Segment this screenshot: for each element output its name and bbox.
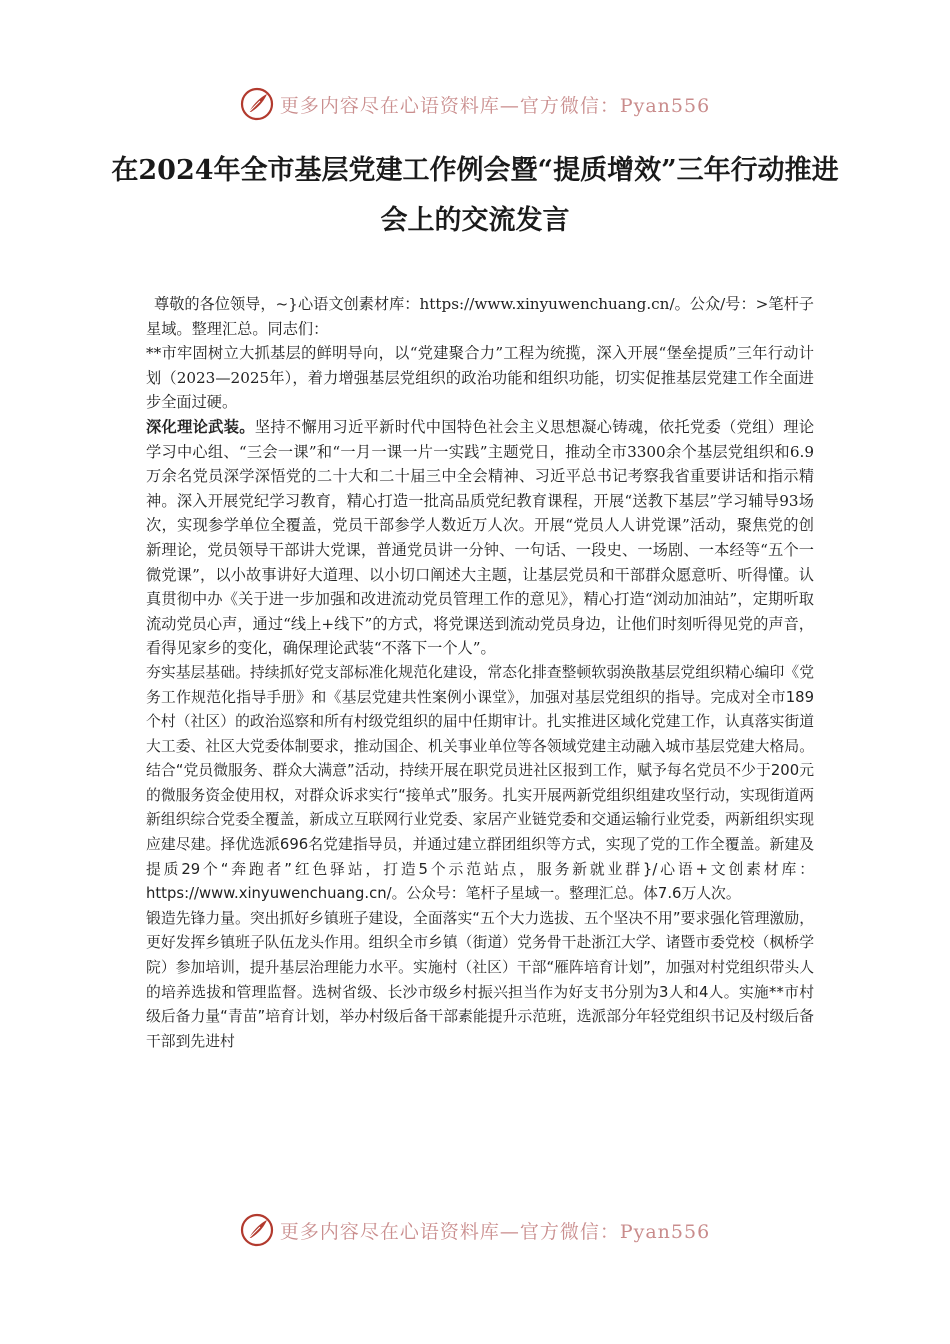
document-body (146, 292, 814, 1054)
vanguard-paragraph: 锻造先锋力量。突出抓好乡镇班子建设，全面落实“五个大力选拔、五个坚决不用”要求强化管理激励，更好发挥乡镇班子队伍龙头作用。组织全市乡镇（街道）党务骨干赴浙江大学、诸暨市委党校（枫桥学院）参加培训，提升基层治理能力水平。实施村（社区）干部“雁阵培育计划”，加强对村党组织带头人的培养选拔和管理监督。选树省级、长沙市级乡村振兴担当作为好支书分别为3人和4人。实施**市村级后备力量“青苗”培育计划，举办村级后备干部素能提升示范班，选派部分年轻党组织书记及村级后备干部到先进村 (146, 909, 814, 1050)
intro-paragraph: **市牢固树立大抓基层的鲜明导向，以“党建聚合力”工程为统揽，深入开展“堡垒提质”三年行动计划（2023—2025年），着力增强基层党组织的政治功能和组织功能，切实促推基层党建工作全面进步全面过硬。 (146, 344, 814, 412)
document-title: 在2024年全市基层党建工作例会暨“提质增效”三年行动推进会上的交流发言 (111, 155, 839, 236)
top-banner (0, 84, 950, 124)
foundation-paragraph: 夯实基层基础。持续抓好党支部标准化规范化建设，常态化排查整顿软弱涣散基层党组织精心编印《党务工作规范化指导手册》和《基层党建共性案例小课堂》，加强对基层党组织的指导。完成对全市189个村（社区）的政治巡察和所有村级党组织的届中任期审计。扎实推进区域化党建工作，认真落实街道大工委、社区大党委体制要求，推动国企、机关事业单位等各领域党建主动融入城市基层党建大格局。结合“党员微服务、群众大满意”活动，持续开展在职党员进社区报到工作，赋予每名党员不少于200元的微服务资金使用权，对群众诉求实行“接单式”服务。扎实开展两新党组织组建攻坚行动，实现街道两新组织综合党委全覆盖，新成立互联网行业党委、家居产业链党委和交通运输行业党委，两新组织实现应建尽建。择优选派696名党建指导员，并通过建立群团组织等方式，实现了党的工作全覆盖。新建及提质29个“奔跑者”红色驿站，打造5个示范站点，服务新就业群}/心语+文创素材库：https://www.xinyuwenchuang.cn/。公众号：笔杆子星域一。整理汇总。体7.6万人次。 (146, 663, 814, 903)
theory-heading: 深化理论武装。 (146, 417, 255, 436)
banner-text: 更多内容尽在心语资料库—官方微信：Pyan556 (279, 94, 711, 117)
greeting-paragraph: 尊敬的各位领导，~}心语文创素材库：https://www.xinyuwenchuang.cn/。公众/号：>笔杆子星域。整理汇总。同志们： (146, 295, 814, 338)
feather-pen-logo-icon (240, 1213, 274, 1247)
theory-paragraph (146, 415, 814, 661)
bottom-banner (0, 1210, 950, 1250)
banner-text: 更多内容尽在心语资料库—官方微信：Pyan556 (279, 1220, 711, 1243)
feather-pen-logo-icon (240, 87, 274, 121)
theory-text: 坚持不懈用习近平新时代中国特色社会主义思想凝心铸魂，依托党委（党组）理论学习中心组、“三会一课”和“一月一课一片一实践”主题党日，推动全市3300余个基层党组织和6.9万余名党员深学深悟党的二十大和二十届三中全会精神、习近平总书记考察我省重要讲话和指示精神。深入开展党纪学习教育，精心打造一批高品质党纪教育课程，开展“送教下基层”学习辅导93场次，实现参学单位全覆盖，党员干部参学人数近万人次。开展“党员人人讲党课”活动，聚焦党的创新理论，党员领导干部讲大党课，普通党员讲一分钟、一句话、一段史、一场剧、一本经等“五个一微党课”，以小故事讲好大道理、以小切口阐述大主题，让基层党员和干部群众愿意听、听得懂。认真贯彻中办《关于进一步加强和改进流动党员管理工作的意见》，精心打造“浏动加油站”，定期听取流动党员心声，通过“线上+线下”的方式，将党课送到流动党员身边，让他们时刻听得见党的声音，看得见家乡的变化，确保理论武装“不落下一个人”。 (146, 417, 815, 658)
